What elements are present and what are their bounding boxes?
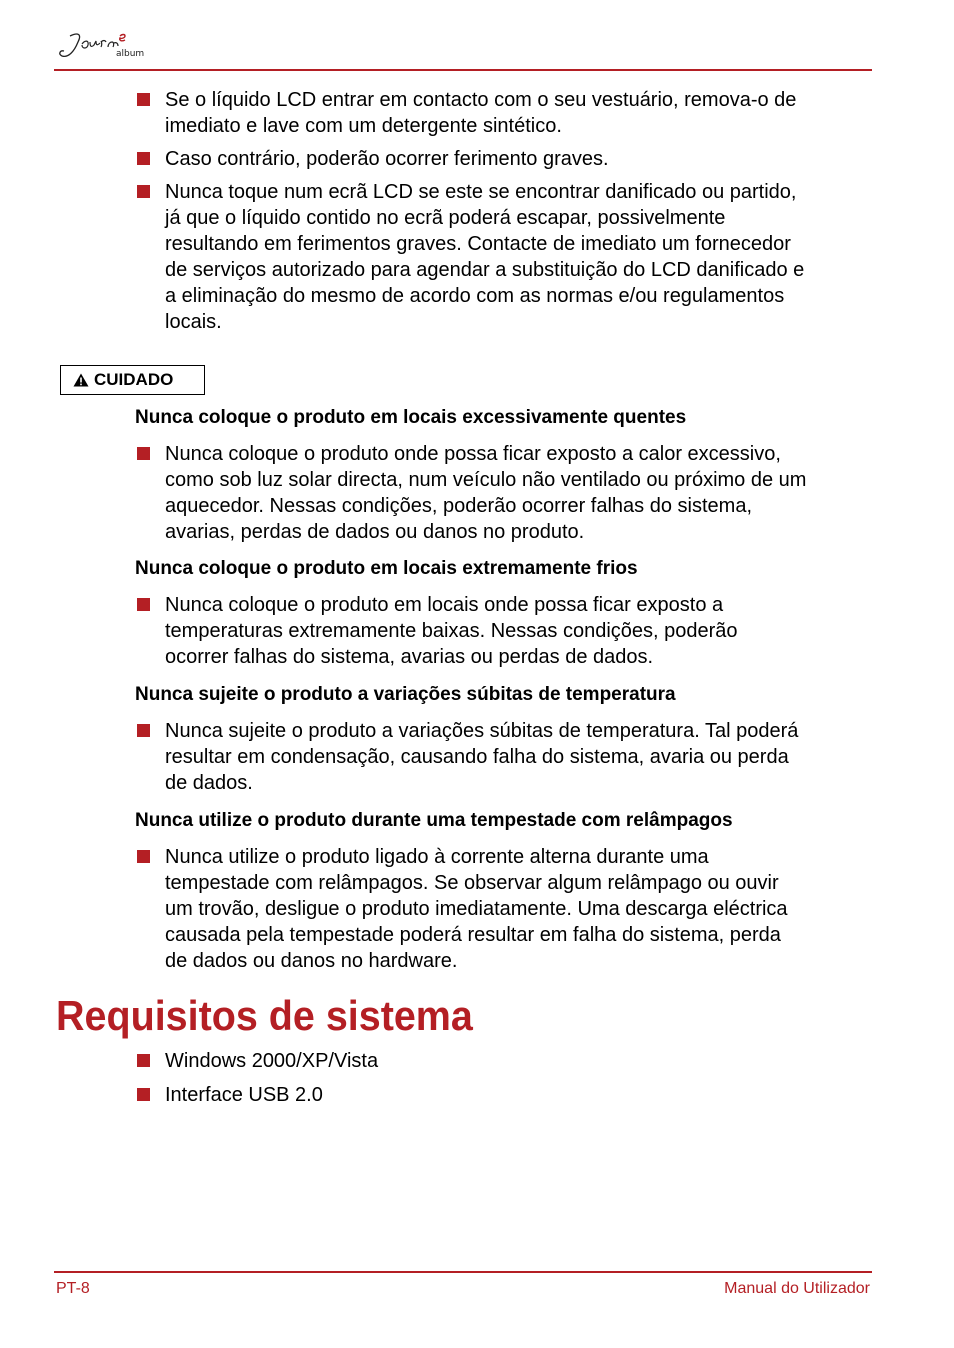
- header-rule: [54, 69, 872, 71]
- section-heading-cold: Nunca coloque o produto em locais extremamente frios: [135, 558, 638, 579]
- list-item: [137, 87, 877, 139]
- footer-rule: [54, 1271, 872, 1273]
- section-list-lightning: [137, 844, 877, 974]
- warning-triangle-icon: [73, 373, 89, 387]
- bullet-marker: [137, 598, 150, 611]
- page-number: PT-8: [56, 1280, 90, 1297]
- list-item: [137, 844, 877, 974]
- top-bullet-list: [137, 87, 877, 335]
- list-item: [137, 1082, 877, 1108]
- bullet-marker: [137, 1088, 150, 1101]
- bullet-marker: [137, 447, 150, 460]
- section-list-hot: [137, 441, 877, 545]
- bullet-text: Nunca sujeite o produto a variações súbitas de temperatura. Tal poderá resultar em condensação, causando falha do sistema, avaria ou perda de dados.: [165, 720, 799, 794]
- manual-title: Manual do Utilizador: [724, 1280, 870, 1297]
- list-item: [137, 179, 877, 335]
- bullet-text: Windows 2000/XP/Vista: [165, 1050, 379, 1072]
- list-item: [137, 1048, 877, 1074]
- bullet-marker: [137, 93, 150, 106]
- bullet-text: Nunca utilize o produto ligado à corrente alterna durante uma tempestade com relâmpagos. Se observar algum relâmpago ou ouvir um trovão, desligue o produto imediatamente. Uma descarga eléctrica causada pela tempestade poderá resultar em falha do sistema, perda de dados ou danos no hardware.: [165, 846, 788, 972]
- svg-text:album: album: [116, 49, 145, 59]
- list-item: [137, 441, 877, 545]
- section-list-temperature: [137, 718, 877, 796]
- caution-label: CUIDADO: [94, 370, 174, 389]
- bullet-text: Interface USB 2.0: [165, 1084, 323, 1106]
- bullet-text: Caso contrário, poderão ocorrer ferimento graves.: [165, 148, 609, 170]
- journe-album-logo: [56, 20, 166, 66]
- bullet-marker: [137, 850, 150, 863]
- bullet-text: Se o líquido LCD entrar em contacto com o seu vestuário, remova-o de imediato e lave com um detergente sintético.: [165, 89, 797, 137]
- bullet-text: Nunca toque num ecrã LCD se este se encontrar danificado ou partido, já que o líquido contido no ecrã poderá escapar, possivelmente resultando em ferimentos graves. Contacte de imediato um fornecedor de serviços autorizado para agendar a substituição do LCD danificado e a eliminação do mesmo de acordo com as normas e/ou regulamentos locais.: [165, 181, 805, 333]
- caution-label-box: [60, 365, 205, 395]
- section-list-cold: [137, 592, 877, 670]
- bullet-marker: [137, 1054, 150, 1067]
- bullet-marker: [137, 724, 150, 737]
- bullet-marker: [137, 152, 150, 165]
- section-heading-temperature: Nunca sujeite o produto a variações súbitas de temperatura: [135, 684, 676, 705]
- list-item: [137, 146, 877, 172]
- bullet-text: Nunca coloque o produto onde possa ficar exposto a calor excessivo, como sob luz solar directa, num veículo não ventilado ou próximo de um aquecedor. Nessas condições, poderão ocorrer falhas do sistema, avarias, perdas de dados ou danos no produto.: [165, 443, 807, 543]
- requirements-list: [137, 1048, 877, 1108]
- section-title-requirements: Requisitos de sistema: [56, 992, 473, 1039]
- section-heading-lightning: Nunca utilize o produto durante uma tempestade com relâmpagos: [135, 810, 733, 831]
- list-item: [137, 718, 877, 796]
- list-item: [137, 592, 877, 670]
- bullet-marker: [137, 185, 150, 198]
- bullet-text: Nunca coloque o produto em locais onde possa ficar exposto a temperaturas extremamente baixas. Nessas condições, poderão ocorrer falhas do sistema, avarias ou perdas de dados.: [165, 594, 738, 668]
- section-heading-hot: Nunca coloque o produto em locais excessivamente quentes: [135, 407, 687, 428]
